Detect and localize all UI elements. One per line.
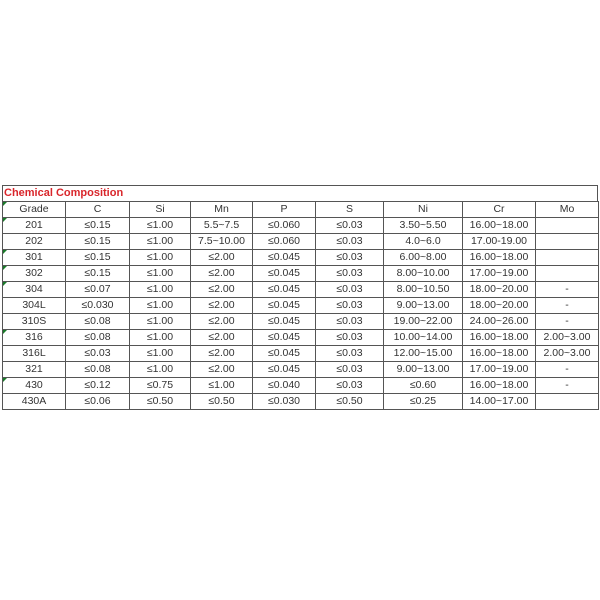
grade-cell: 301 (3, 250, 66, 266)
cell-s: ≤0.03 (316, 218, 384, 234)
column-header-p: P (253, 202, 316, 218)
column-header-ni: Ni (384, 202, 463, 218)
cell-s: ≤0.03 (316, 234, 384, 250)
cell-si: ≤0.50 (130, 394, 191, 410)
cell-cr: 16.00~18.00 (463, 250, 536, 266)
cell-p: ≤0.045 (253, 266, 316, 282)
table-row (3, 282, 599, 298)
cell-c: ≤0.15 (66, 250, 130, 266)
cell-ni: 9.00~13.00 (384, 362, 463, 378)
cell-si: ≤1.00 (130, 298, 191, 314)
cell-mn: ≤2.00 (191, 314, 253, 330)
grade-cell: 304 (3, 282, 66, 298)
header-row (3, 202, 599, 218)
table-title: Chemical Composition (4, 187, 124, 199)
table-row (3, 378, 599, 394)
column-header-s: S (316, 202, 384, 218)
column-header-mo: Mo (536, 202, 599, 218)
cell-c: ≤0.12 (66, 378, 130, 394)
table-row (3, 298, 599, 314)
cell-cr: 24.00~26.00 (463, 314, 536, 330)
cell-si: ≤1.00 (130, 314, 191, 330)
cell-ni: 10.00~14.00 (384, 330, 463, 346)
grade-cell: 430A (3, 394, 66, 410)
column-header-cr: Cr (463, 202, 536, 218)
cell-si: ≤1.00 (130, 234, 191, 250)
cell-c: ≤0.08 (66, 330, 130, 346)
cell-ni: 6.00~8.00 (384, 250, 463, 266)
grade-cell: 304L (3, 298, 66, 314)
cell-s: ≤0.03 (316, 250, 384, 266)
grade-cell: 316 (3, 330, 66, 346)
cell-mn: ≤2.00 (191, 298, 253, 314)
cell-s: ≤0.50 (316, 394, 384, 410)
cell-mo (536, 218, 599, 234)
cell-p: ≤0.060 (253, 218, 316, 234)
table-row (3, 218, 599, 234)
cell-s: ≤0.03 (316, 298, 384, 314)
table-row (3, 250, 599, 266)
grade-cell: 201 (3, 218, 66, 234)
grade-cell: 202 (3, 234, 66, 250)
grade-cell: 321 (3, 362, 66, 378)
cell-mn: 7.5~10.00 (191, 234, 253, 250)
cell-ni: 9.00~13.00 (384, 298, 463, 314)
cell-mn: ≤2.00 (191, 346, 253, 362)
cell-mn: ≤2.00 (191, 330, 253, 346)
cell-ni: ≤0.25 (384, 394, 463, 410)
cell-mn: ≤1.00 (191, 378, 253, 394)
cell-si: ≤1.00 (130, 282, 191, 298)
cell-ni: 12.00~15.00 (384, 346, 463, 362)
cell-s: ≤0.03 (316, 330, 384, 346)
cell-si: ≤1.00 (130, 218, 191, 234)
cell-si: ≤1.00 (130, 250, 191, 266)
cell-mn: ≤2.00 (191, 362, 253, 378)
cell-cr: 16.00~18.00 (463, 378, 536, 394)
cell-mo: 2.00~3.00 (536, 330, 599, 346)
cell-ni: 8.00~10.00 (384, 266, 463, 282)
cell-p: ≤0.045 (253, 282, 316, 298)
cell-mo (536, 234, 599, 250)
cell-c: ≤0.030 (66, 298, 130, 314)
cell-mo: - (536, 314, 599, 330)
cell-mo: - (536, 378, 599, 394)
cell-si: ≤1.00 (130, 330, 191, 346)
table-row (3, 394, 599, 410)
cell-mo (536, 250, 599, 266)
cell-s: ≤0.03 (316, 314, 384, 330)
cell-cr: 18.00~20.00 (463, 282, 536, 298)
composition-table (2, 201, 599, 410)
cell-si: ≤0.75 (130, 378, 191, 394)
cell-mo (536, 266, 599, 282)
cell-c: ≤0.15 (66, 218, 130, 234)
table-row (3, 362, 599, 378)
table-row (3, 346, 599, 362)
column-header-grade: Grade (3, 202, 66, 218)
cell-si: ≤1.00 (130, 346, 191, 362)
cell-ni: 8.00~10.50 (384, 282, 463, 298)
cell-cr: 17.00~19.00 (463, 266, 536, 282)
cell-p: ≤0.040 (253, 378, 316, 394)
cell-s: ≤0.03 (316, 346, 384, 362)
cell-s: ≤0.03 (316, 282, 384, 298)
cell-mn: ≤2.00 (191, 266, 253, 282)
column-header-mn: Mn (191, 202, 253, 218)
cell-cr: 18.00~20.00 (463, 298, 536, 314)
cell-mo: - (536, 282, 599, 298)
cell-cr: 16.00~18.00 (463, 346, 536, 362)
cell-s: ≤0.03 (316, 378, 384, 394)
cell-mo: - (536, 362, 599, 378)
cell-c: ≤0.08 (66, 362, 130, 378)
cell-s: ≤0.03 (316, 362, 384, 378)
cell-c: ≤0.15 (66, 234, 130, 250)
table-row (3, 266, 599, 282)
cell-mn: 5.5~7.5 (191, 218, 253, 234)
cell-si: ≤1.00 (130, 362, 191, 378)
table-row (3, 330, 599, 346)
cell-mn: ≤0.50 (191, 394, 253, 410)
cell-ni: 3.50~5.50 (384, 218, 463, 234)
grade-cell: 430 (3, 378, 66, 394)
cell-c: ≤0.08 (66, 314, 130, 330)
cell-s: ≤0.03 (316, 266, 384, 282)
cell-p: ≤0.045 (253, 250, 316, 266)
cell-cr: 16.00~18.00 (463, 330, 536, 346)
cell-mo: - (536, 298, 599, 314)
cell-p: ≤0.060 (253, 234, 316, 250)
cell-ni: 4.0~6.0 (384, 234, 463, 250)
cell-ni: ≤0.60 (384, 378, 463, 394)
cell-p: ≤0.045 (253, 330, 316, 346)
cell-c: ≤0.03 (66, 346, 130, 362)
cell-p: ≤0.045 (253, 362, 316, 378)
cell-mo (536, 394, 599, 410)
cell-p: ≤0.045 (253, 314, 316, 330)
cell-mn: ≤2.00 (191, 282, 253, 298)
cell-si: ≤1.00 (130, 266, 191, 282)
cell-cr: 16.00~18.00 (463, 218, 536, 234)
cell-p: ≤0.045 (253, 298, 316, 314)
column-header-si: Si (130, 202, 191, 218)
cell-mn: ≤2.00 (191, 250, 253, 266)
cell-p: ≤0.030 (253, 394, 316, 410)
cell-c: ≤0.15 (66, 266, 130, 282)
grade-cell: 310S (3, 314, 66, 330)
table-row (3, 314, 599, 330)
cell-ni: 19.00~22.00 (384, 314, 463, 330)
cell-cr: 14.00~17.00 (463, 394, 536, 410)
cell-c: ≤0.06 (66, 394, 130, 410)
cell-cr: 17.00~19.00 (463, 362, 536, 378)
grade-cell: 302 (3, 266, 66, 282)
table-row (3, 234, 599, 250)
cell-c: ≤0.07 (66, 282, 130, 298)
cell-p: ≤0.045 (253, 346, 316, 362)
grade-cell: 316L (3, 346, 66, 362)
cell-cr: 17.00-19.00 (463, 234, 536, 250)
column-header-c: C (66, 202, 130, 218)
cell-mo: 2.00~3.00 (536, 346, 599, 362)
